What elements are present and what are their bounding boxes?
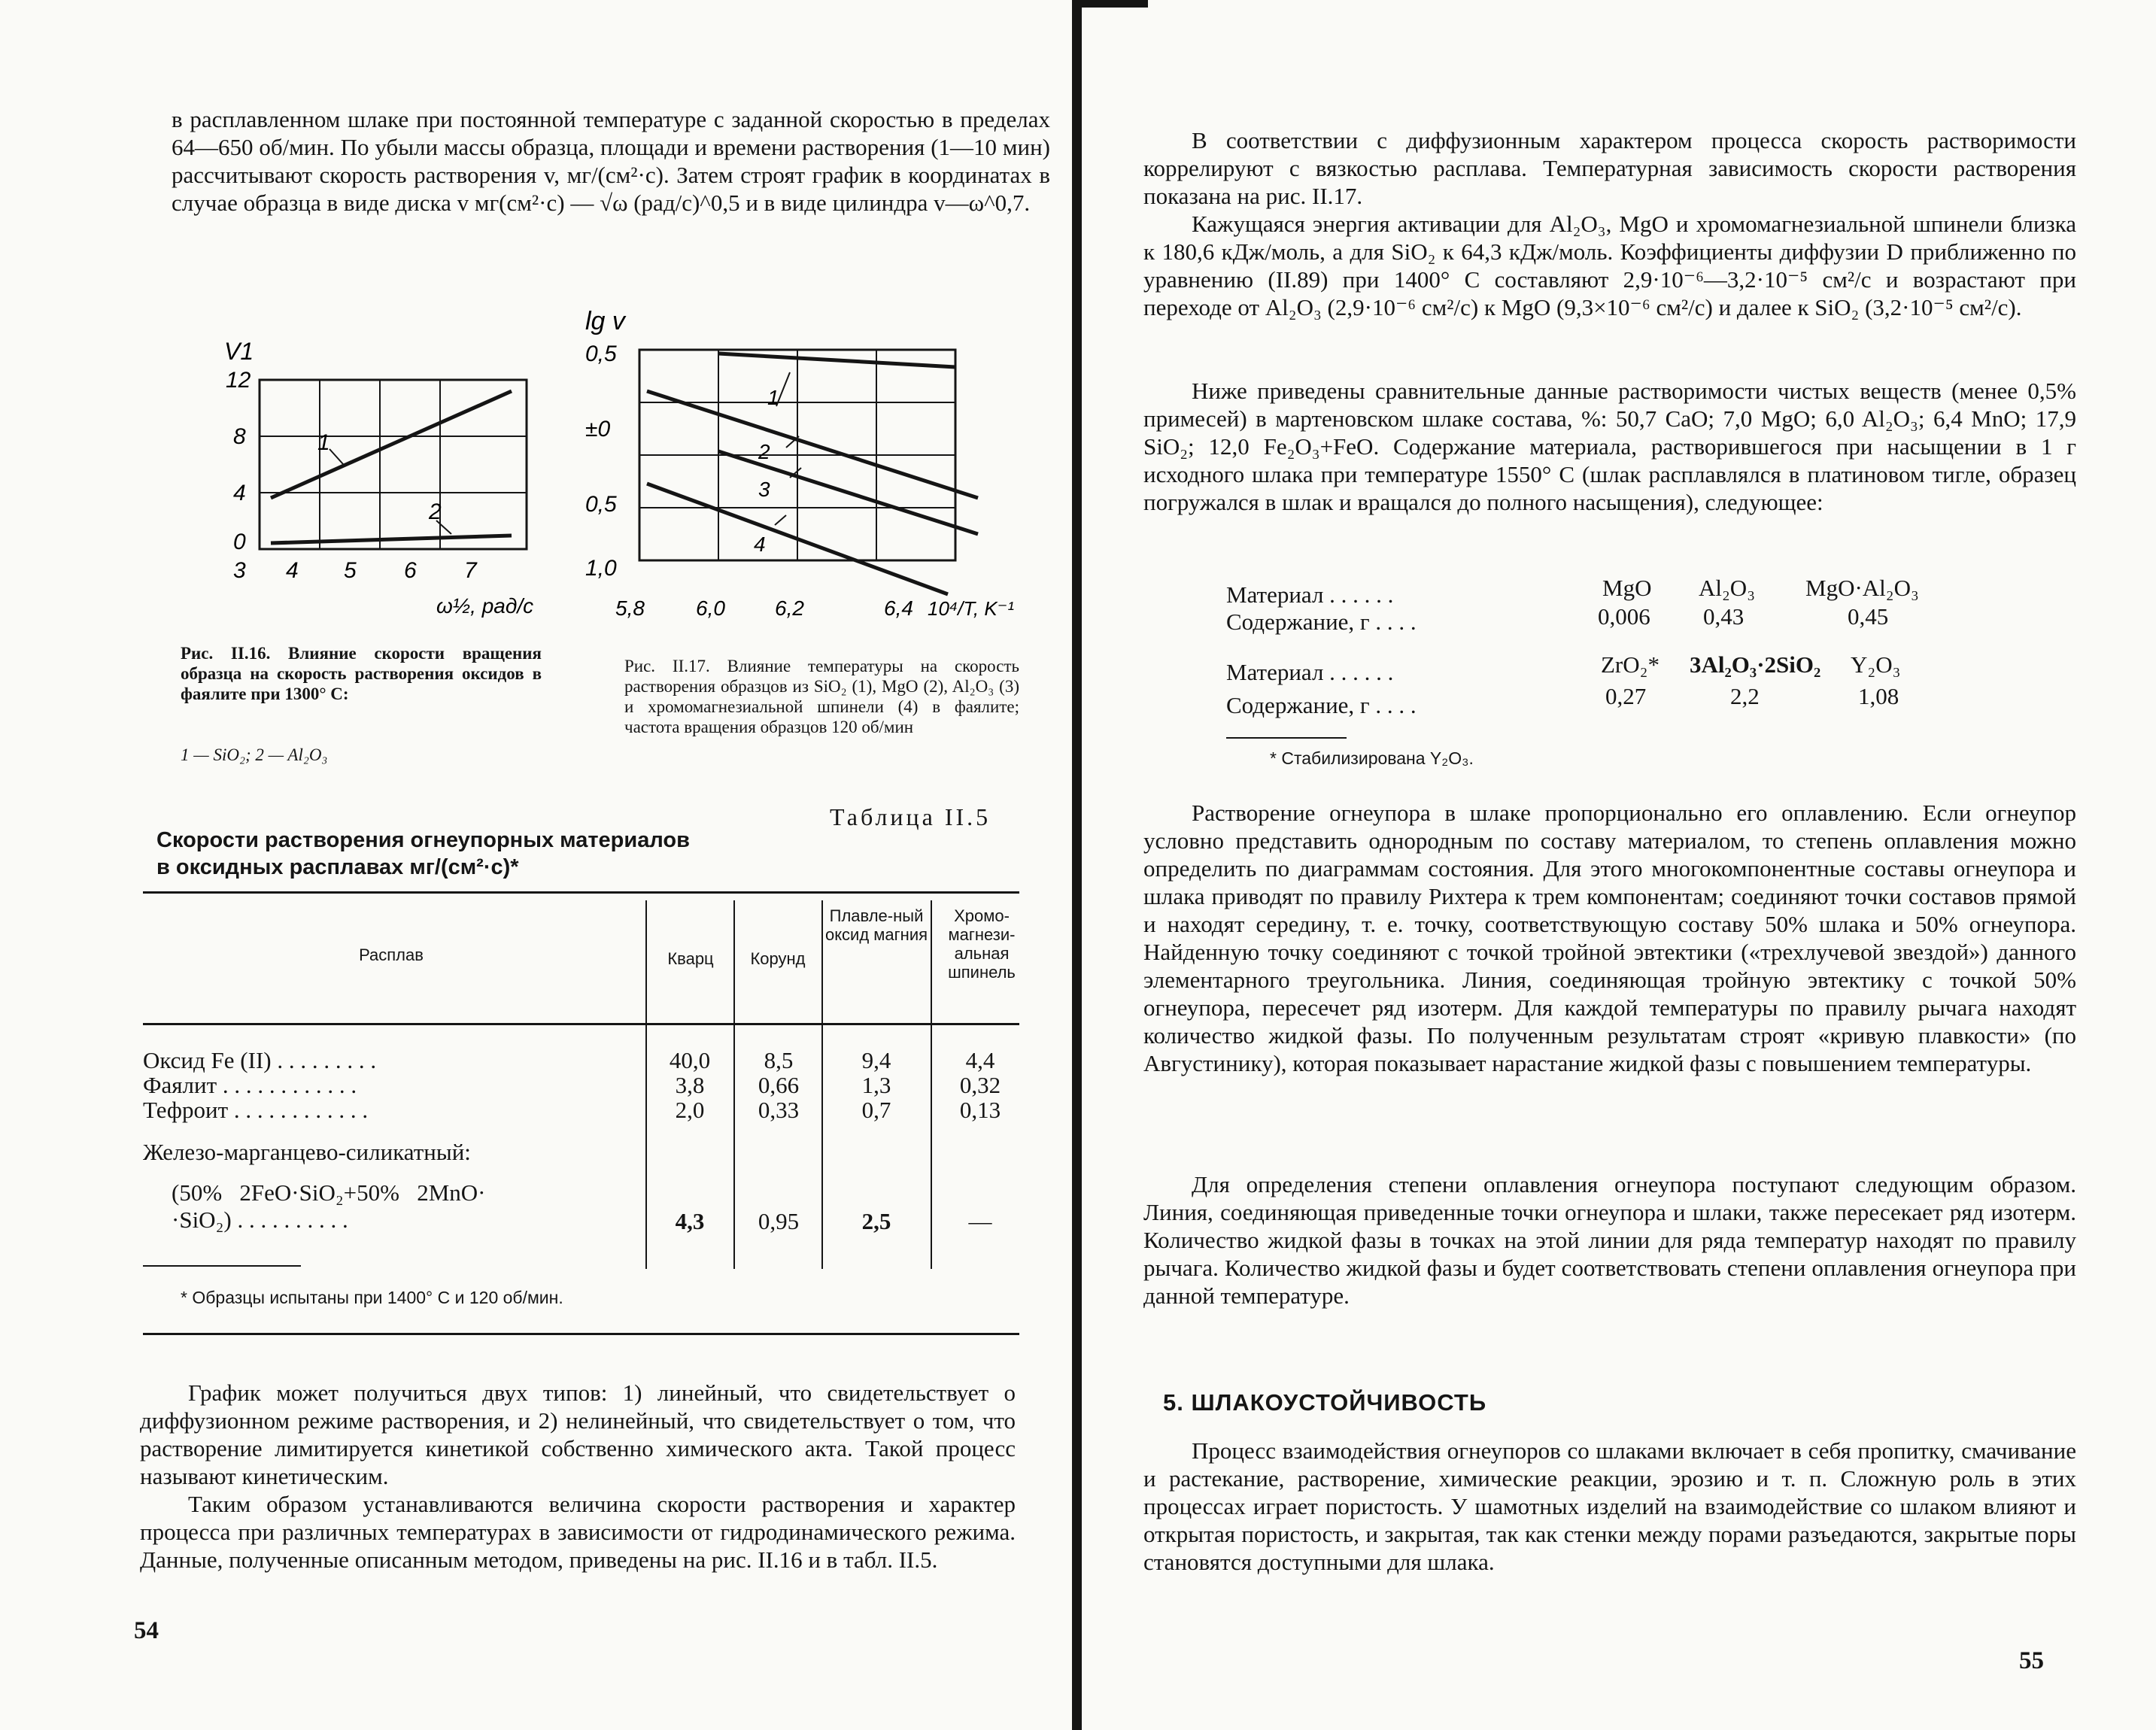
fig17-curve-1 [718,354,955,367]
table-cell: 3,8 [675,1072,705,1098]
fig16-frame [260,380,527,549]
table-row-name: Фаялит . . . . . . . . . . . . [143,1072,357,1098]
table-group-row-line2: ·SiO₂) . . . . . . . . . . [172,1206,348,1233]
table-header-corundum: Корунд [750,949,806,968]
fig17-y-tick: ±0 [585,417,611,442]
book-gutter [1072,0,1082,1730]
table-cell: 0,33 [758,1097,800,1123]
table-group-label: Железо-марганцево-силикатный: [143,1139,471,1165]
table-header-spinel: Хромо-магнези-альная шпинель [948,906,1016,982]
table-header-quartz: Кварц [667,949,714,968]
fig17-x-tick: 6,2 [775,596,804,620]
fig16-x-tick: 4 [286,558,299,583]
table-cell: 0,95 [758,1208,800,1234]
table-row-name: Оксид Fe (II) . . . . . . . . . [143,1047,377,1073]
fig16-curve-label: 2 [429,499,442,524]
material-name: 3Al₂O₃·2SiO₂ [1690,651,1821,678]
right-page [1082,0,2156,1730]
fig17-y-tick: 1,0 [585,556,617,581]
fig17-y-label: lg v [585,307,625,335]
footnote-rule [143,1265,301,1267]
figure-16-chart [188,331,549,632]
paragraph-2: Кажущаяся энергия активации для Al₂O₃, MgO и хромомагнезиальной шпинели близка к 180,6 кДж/моль, а для SiO₂ к 64,3 кДж/моль. Коэффициенты диффузии D приближенно по уравнению (II.89) при 1400° С составляют 2,9·10⁻⁶—3,2·10⁻⁵ см²/с и возрастают при переходе от Al₂O₃ (2,9·10⁻⁶ см²/с) к MgO (9,3×10⁻⁶ см²/с) и далее к SiO₂ (3,2·10⁻⁵ см²/с). [1143,211,2076,320]
table-cell: 40,0 [669,1047,711,1073]
fig17-curve-label: 3 [758,478,770,501]
fig16-curve-label: 1 [317,430,330,455]
table-cell: 1,3 [861,1072,891,1098]
table-cell: 9,4 [861,1047,891,1073]
material-value: 1,08 [1858,683,1899,709]
material-value: 0,27 [1605,683,1647,709]
paragraph-bottom-2: Таким образом устанавливаются величина скорости растворения и характер процесса при различных температурах в зависимости от гидродинамического режима. Данные, полученные описанным методом, приведены на рис. II.16 и в табл. II.5. [140,1491,1016,1573]
fig16-y-label: V1 [224,338,254,365]
paragraph-6: Процесс взаимодействия огнеупоров со шлаками включает в себя пропитку, смачивание и растекание, растворение, химические реакции, эрозию и т. п. Сложную роль в этих процессах играет пористость. У шамотных изделий на взаимодействие со шлаком влияют и открытая пористость, и закрытая, так как стенки между порами разъедаются, закрытые поры становятся доступными для шлака. [1143,1437,2076,1575]
fig16-x-label: ω½, рад/с [436,594,534,618]
page-number-left: 54 [134,1617,159,1644]
materials-label-material: Материал . . . . . . [1226,659,1394,685]
figure-16-legend: 1 — SiO₂; 2 — Al₂O₃ [181,745,328,764]
materials-label-content: Содержание, г . . . . [1226,692,1417,718]
fig17-x-label: 10⁴/T, K⁻¹ [928,597,1015,620]
fig16-x-tick: 3 [233,558,246,583]
table-cell: 2,5 [861,1208,891,1234]
table-cell: 2,0 [675,1097,705,1123]
table-header-magnesia: Плавле-ный оксид магния [824,906,928,944]
fig16-curve-2 [271,536,512,543]
material-name: Al₂O₃ [1699,575,1756,601]
fig17-x-tick: 6,0 [696,596,725,620]
footnote-rule [1226,737,1347,739]
paragraph-1: В соответствии с диффузионным характером процесса скорость растворимости коррелируют с вязкостью расплава. Температурная зависимость скорости растворения показана на рис. II.17. [1143,127,2076,209]
table-title-line1: Скорости растворения огнеупорных материалов [156,828,690,852]
fig17-curve-3 [718,451,978,534]
material-name: MgO [1602,575,1652,601]
table-header-melt: Расплав [359,945,424,964]
table-rule-top [143,891,1019,894]
table-column-rule [931,900,932,1269]
section-heading: 5. ШЛАКОУСТОЙЧИВОСТЬ [1163,1389,1487,1416]
fig16-curve-1 [271,391,512,498]
material-value: 0,43 [1703,603,1745,630]
table-cell: — [968,1208,992,1234]
paragraph-5: Для определения степени оплавления огнеупора поступают следующим образом. Линия, соединяющая приведенные точки огнеупора и шлаки, также пересекает ряд изотерм. Количество жидкой фазы в точках на этой линии для ряда температур находят по правилу рычага. Количество жидкой фазы и будет соответствовать степени оплавления огнеупора при данной температуре. [1143,1171,2076,1309]
table-cell: 0,66 [758,1072,800,1098]
page-number-right: 55 [2019,1647,2044,1674]
materials-label-content: Содержание, г . . . . [1226,609,1417,635]
table-cell: 0,13 [959,1097,1001,1123]
table-rule-header [143,1023,1019,1025]
table-rule-bottom [143,1333,1019,1335]
fig17-x-tick: 6,4 [884,596,913,620]
table-cell: 4,3 [675,1208,705,1234]
material-value: 0,45 [1848,603,1889,630]
left-page [0,0,1072,1730]
table-row-name: Тефроит . . . . . . . . . . . . [143,1097,369,1123]
material-name: Y₂O₃ [1851,651,1901,678]
figure-17-chart [579,301,1046,632]
table-title-line2: в оксидных расплавах мг/(см²·с)* [156,855,519,879]
figure-17-caption: Рис. II.17. Влияние температуры на скорость растворения образцов из SiO₂ (1), MgO (2), Al₂O₃ (3) и хромомагнезиальной шпинели (4) в фаялите; частота вращения образцов 120 об/мин [624,657,1019,736]
fig16-x-tick: 5 [344,558,357,583]
fig17-y-tick: 0,5 [585,341,617,366]
material-value: 2,2 [1730,683,1760,709]
fig17-y-tick: 0,5 [585,492,617,517]
material-name: ZrO₂* [1601,651,1660,678]
fig17-curve-label: 4 [754,533,766,556]
fig16-x-tick: 7 [464,558,477,583]
figure-16-caption [181,643,542,704]
paragraph-3: Ниже приведены сравнительные данные растворимости чистых веществ (менее 0,5% примесей) в мартеновском шлаке состава, %: 50,7 CaO; 7,0 MgO; 6,0 Al₂O₃; 6,4 MnO; 17,9 SiO₂; 12,0 Fe₂O₃+FeO. Содержание материала, растворившегося при насыщении в 1 г исходного шлака при температуре 1550° С (шлак расплавлялся в платиновом тигле, образец погружался в шлак и вращался до полного насыщения), следующее: [1143,378,2076,515]
paragraph-bottom-1: График может получиться двух типов: 1) линейный, что свидетельствует о диффузионном режиме растворения, и 2) нелинейный, что свидетельствует о том, что растворение лимитируется кинетикой собственно химического акта. Такой процесс называют кинетическим. [140,1379,1016,1489]
figure-16-caption-text: Рис. II.16. Влияние скорости вращения образца на скорость растворения оксидов в фаялите при 1300° С: [181,644,542,703]
paragraph-top: в расплавленном шлаке при постоянной температуре с заданной скоростью в пределах 64—650 об/мин. По убыли массы образца, площади и времени растворения (1—10 мин) рассчитывают скорость растворения v, мг/(см²·с). Затем строят график в координатах в случае образца в виде диска v мг(см²·с) — √ω (рад/с)^0,5 и в виде цилиндра v—ω^0,7. [172,106,1050,216]
table-cell: 4,4 [965,1047,995,1073]
table-cell: 8,5 [764,1047,794,1073]
table-footnote: * Образцы испытаны при 1400° С и 120 об/мин. [181,1288,563,1307]
fig16-y-tick: 0 [233,530,246,554]
fig16-y-tick: 12 [226,368,251,393]
table-label: Таблица II.5 [830,803,991,830]
fig17-curve-label: 2 [758,440,770,463]
material-value: 0,006 [1598,603,1650,630]
materials-label-material: Материал . . . . . . [1226,581,1394,608]
table-cell: 0,32 [959,1072,1001,1098]
table-cell: 0,7 [861,1097,891,1123]
fig17-curve-label: 1 [767,386,779,409]
fig17-x-tick: 5,8 [615,596,645,620]
fig16-y-tick: 8 [233,424,246,449]
material-name: MgO·Al₂O₃ [1805,575,1919,601]
fig16-x-tick: 6 [404,558,417,583]
materials-footnote: * Стабилизирована Y₂O₃. [1270,748,1474,768]
table-group-row-line1: (50% 2FeO·SiO₂+50% 2MnO· [172,1179,486,1206]
fig16-y-tick: 4 [233,481,246,505]
paragraph-4: Растворение огнеупора в шлаке пропорционально его оплавлению. Если огнеупор условно представить однородным по составу материалом, то степень оплавления можно определить по диаграммам состояния. Для этого многокомпонентные составы огнеупора и шлака приводят по правилу Рихтера к трем компонентам; соединяют точки составов прямой и находят середину, т. е. точку, соответствующую составу 50% шлака и 50% огнеупора. Найденную точку соединяют с точкой тройной эвтектики («трехлучевой звездой») данного элементарного треугольника. Линия, соединяющая тройную эвтектику с точкой 50% огнеупора, пересечет ряд изотерм. Для каждой температуры по правилу рычага находят количество жидкой фазы. По полученным результатам строят «кривую плавкости» (по Августинику), которая показывает нарастание жидкой фазы с повышением температуры. [1143,800,2076,1076]
